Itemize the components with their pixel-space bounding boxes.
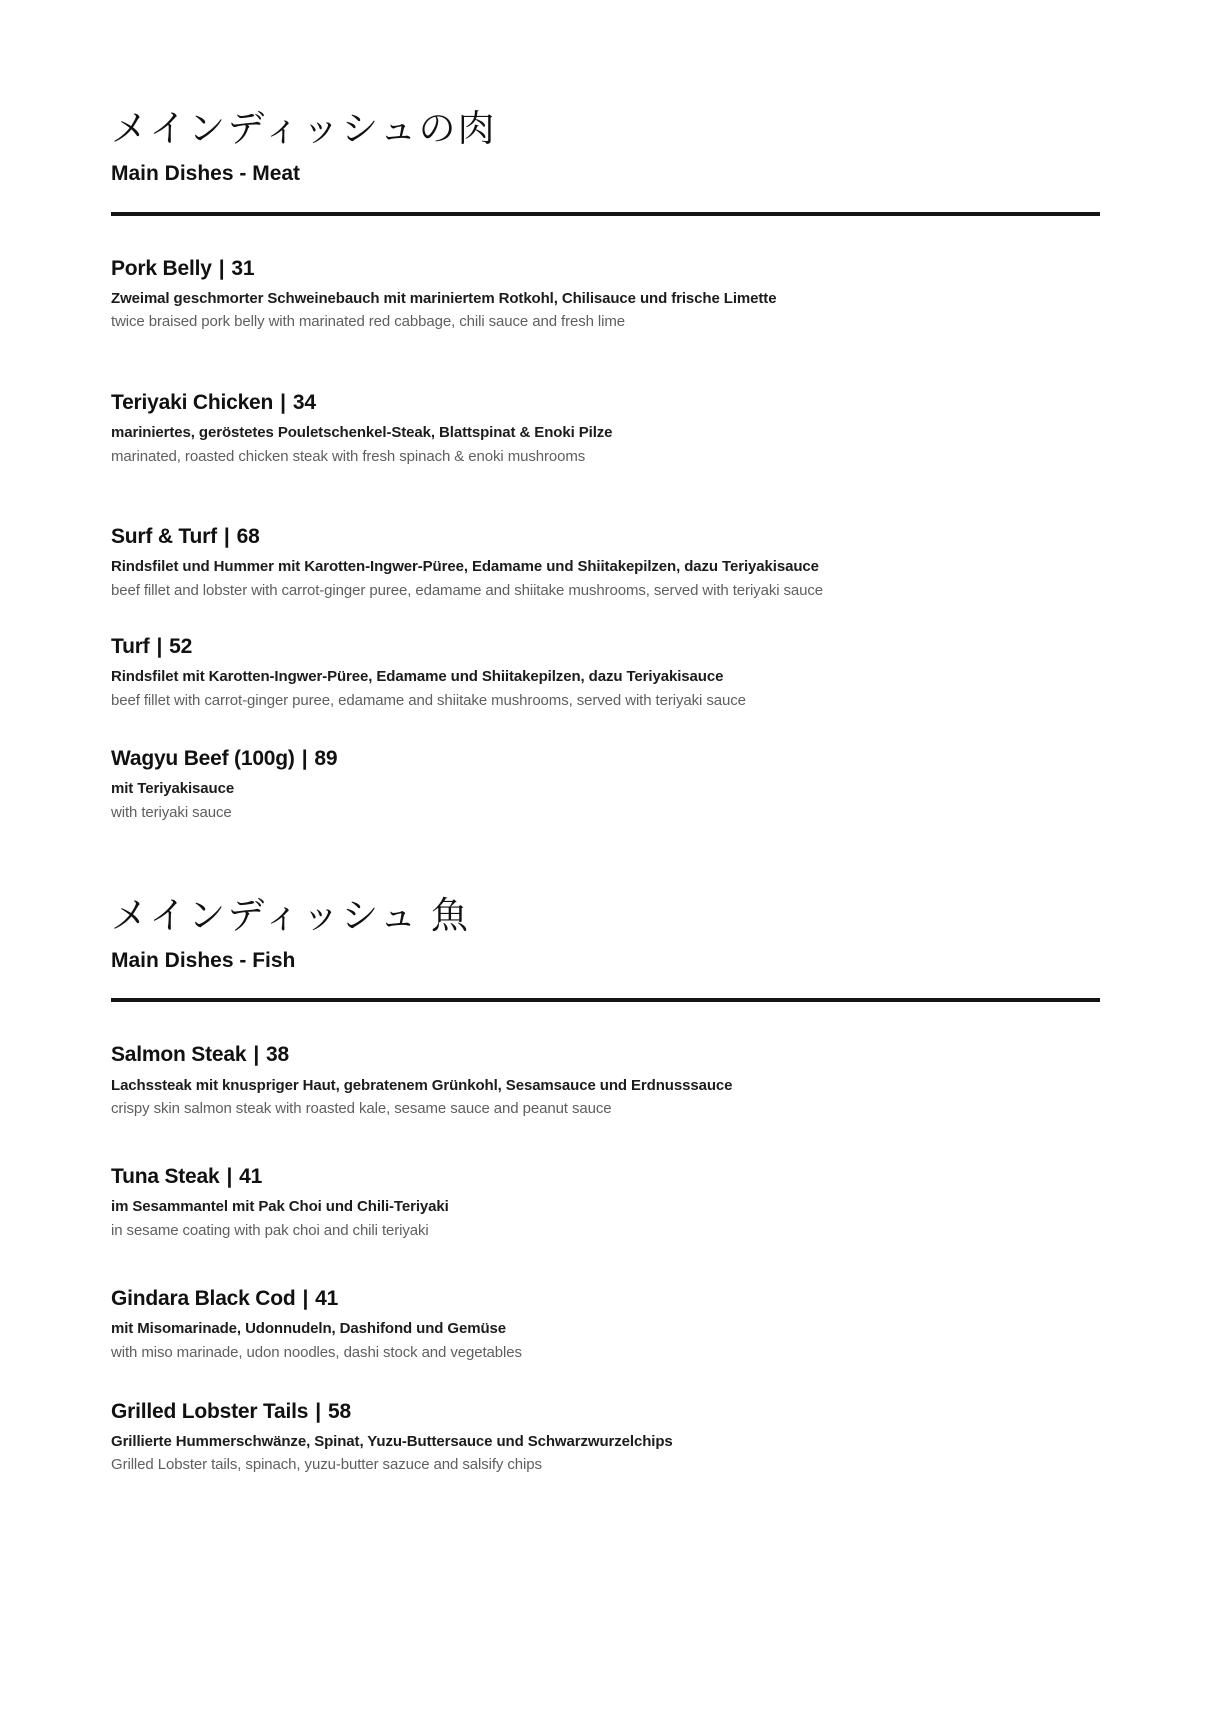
dish-description-english: crispy skin salmon steak with roasted kale, sesame sauce and peanut sauce <box>111 1100 612 1118</box>
dish-description-english: Grilled Lobster tails, spinach, yuzu-butter sazuce and salsify chips <box>111 1456 542 1474</box>
dish-price: 52 <box>169 634 193 658</box>
section-fish <box>111 893 1100 1475</box>
dish-price: 41 <box>315 1286 339 1310</box>
dish-price: 31 <box>231 256 255 280</box>
dish-description-german: mit Teriyakisauce <box>111 780 235 798</box>
dish-price: 89 <box>314 747 338 771</box>
section-divider <box>111 998 1100 1002</box>
dish-list-fish <box>111 1042 1100 1475</box>
dish-description-english: beef fillet and lobster with carrot-ginger puree, edamame and shiitake mushrooms, served with teriyaki sauce <box>111 581 824 599</box>
dish-name: Pork Belly <box>111 256 212 280</box>
dish-wagyu-beef <box>111 746 1100 823</box>
dish-description-english: marinated, roasted chicken steak with fresh spinach & enoki mushrooms <box>111 448 586 466</box>
dish-description-german: Zweimal geschmorter Schweinebauch mit mariniertem Rotkohl, Chilisauce und frische Limette <box>111 289 777 307</box>
dish-description-english: twice braised pork belly with marinated red cabbage, chili sauce and fresh lime <box>111 313 626 331</box>
dish-title <box>111 1399 1100 1424</box>
dish-description-german: im Sesammantel mit Pak Choi und Chili-Teriyaki <box>111 1198 449 1216</box>
price-separator: | <box>253 1043 260 1067</box>
section-heading-japanese: メインディッシュ 魚 <box>111 894 470 936</box>
section-divider <box>111 212 1100 216</box>
dish-description-german: Grillierte Hummerschwänze, Spinat, Yuzu-Buttersauce und Schwarzwurzelchips <box>111 1432 673 1450</box>
dish-title <box>111 1164 1100 1189</box>
dish-salmon-steak <box>111 1042 1100 1119</box>
dish-turf <box>111 634 1100 711</box>
dish-name: Salmon Steak <box>111 1043 247 1067</box>
dish-title <box>111 524 1100 549</box>
dish-grilled-lobster-tails <box>111 1399 1100 1476</box>
dish-name: Gindara Black Cod <box>111 1286 296 1310</box>
dish-description-german: mariniertes, geröstetes Pouletschenkel-Steak, Blattspinat & Enoki Pilze <box>111 424 613 442</box>
dish-list-meat <box>111 256 1100 823</box>
dish-name: Turf <box>111 634 150 658</box>
section-meat <box>111 106 1100 823</box>
dish-title <box>111 746 1100 771</box>
section-heading-english: Main Dishes - Fish <box>111 949 296 973</box>
dish-description-german: mit Misomarinade, Udonnudeln, Dashifond und Gemüse <box>111 1320 507 1337</box>
price-separator: | <box>226 1165 233 1189</box>
dish-surf-and-turf <box>111 524 1100 601</box>
dish-description-english: beef fillet with carrot-ginger puree, edamame and shiitake mushrooms, served with teriyaki sauce <box>111 691 746 709</box>
price-separator: | <box>302 1286 309 1310</box>
dish-title <box>111 390 1100 415</box>
dish-title <box>111 256 1100 281</box>
dish-pork-belly <box>111 256 1100 333</box>
section-heading-japanese: メインディッシュの肉 <box>111 108 497 149</box>
dish-name: Grilled Lobster Tails <box>111 1399 309 1423</box>
dish-description-german: Rindsfilet mit Karotten-Ingwer-Püree, Edamame und Shiitakepilzen, dazu Teriyakisauce <box>111 667 724 685</box>
dish-description-english: in sesame coating with pak choi and chili teriyaki <box>111 1222 429 1240</box>
dish-price: 34 <box>292 391 316 415</box>
dish-price: 38 <box>266 1043 289 1067</box>
dish-gindara-black-cod <box>111 1286 1100 1363</box>
price-separator: | <box>156 634 163 658</box>
price-separator: | <box>315 1399 321 1423</box>
dish-price: 68 <box>236 524 260 548</box>
price-separator: | <box>280 391 286 415</box>
dish-title <box>111 1286 1100 1311</box>
dish-price: 58 <box>327 1399 351 1423</box>
price-separator: | <box>223 524 230 548</box>
dish-teriyaki-chicken <box>111 390 1100 467</box>
dish-title <box>111 1042 1100 1067</box>
price-separator: | <box>301 747 308 771</box>
dish-description-english: with miso marinade, udon noodles, dashi stock and vegetables <box>111 1343 522 1361</box>
section-heading-english: Main Dishes - Meat <box>111 162 301 186</box>
dish-tuna-steak <box>111 1164 1100 1241</box>
dish-title <box>111 634 1100 659</box>
dish-name: Tuna Steak <box>111 1165 220 1189</box>
dish-name: Teriyaki Chicken <box>111 391 274 415</box>
dish-description-english: with teriyaki sauce <box>111 804 232 822</box>
dish-description-german: Lachssteak mit knuspriger Haut, gebratenem Grünkohl, Sesamsauce und Erdnusssauce <box>111 1076 733 1094</box>
dish-name: Surf & Turf <box>111 524 217 548</box>
dish-price: 41 <box>239 1165 263 1189</box>
price-separator: | <box>218 256 225 280</box>
dish-name: Wagyu Beef (100g) <box>111 747 295 771</box>
dish-description-german: Rindsfilet und Hummer mit Karotten-Ingwer-Püree, Edamame und Shiitakepilzen, dazu Teriyakisauce <box>111 558 819 576</box>
